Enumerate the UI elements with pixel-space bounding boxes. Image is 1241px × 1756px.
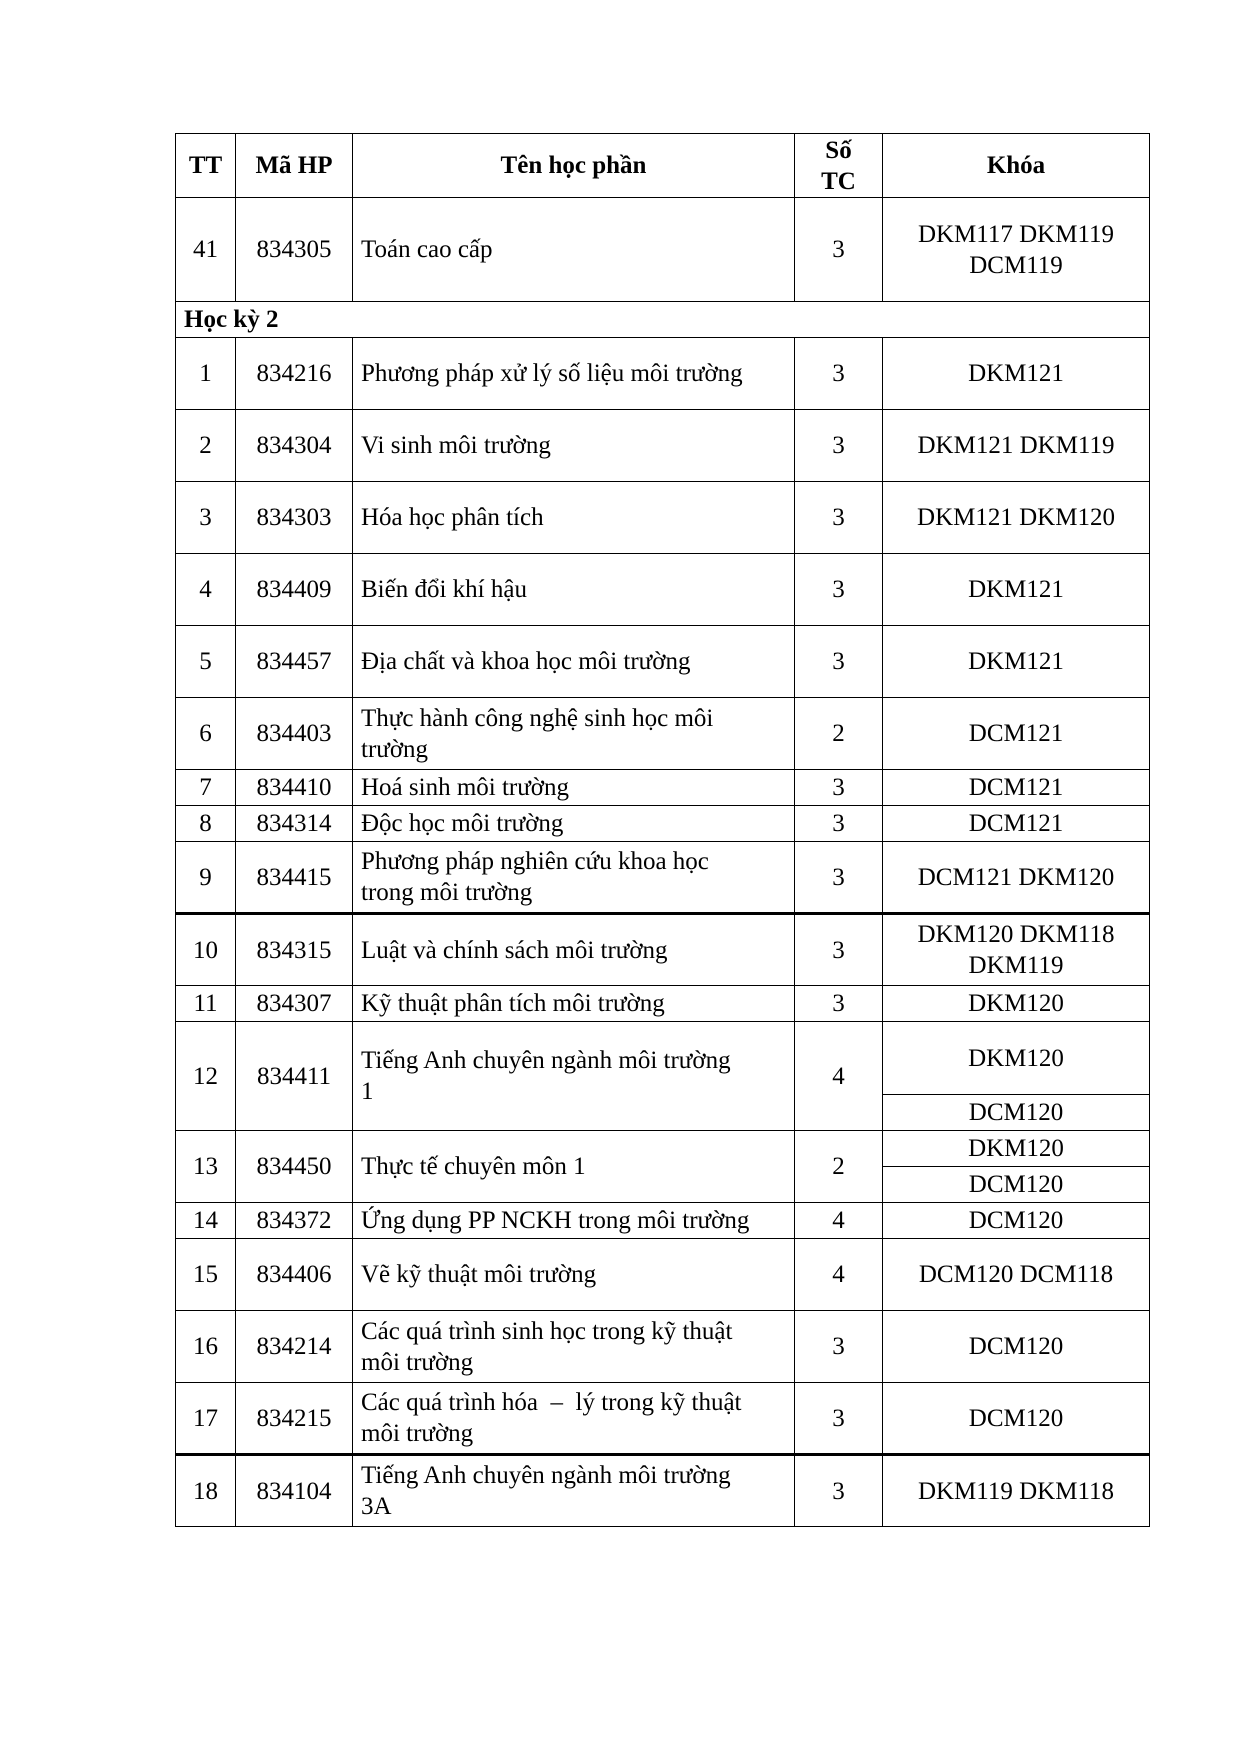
cell-cohort: DCM120 [883, 1383, 1150, 1455]
table-row [176, 1131, 1150, 1203]
table-row [176, 410, 1150, 482]
cell-name: Phương pháp xử lý số liệu môi trường [353, 338, 795, 410]
cell-credits: 4 [795, 1022, 883, 1131]
cell-tt: 8 [176, 806, 236, 842]
cell-code: 834457 [236, 626, 353, 698]
section-title: Học kỳ 2 [176, 302, 1150, 338]
name-line-1: Tiếng Anh chuyên ngành môi trường [361, 1462, 731, 1489]
header-credits-line1: Số [825, 136, 852, 164]
cell-name: Luật và chính sách môi trường [353, 914, 795, 986]
cell-credits: 3 [795, 626, 883, 698]
name-line-2: môi trường [361, 1420, 474, 1447]
cell-code: 834304 [236, 410, 353, 482]
cell-name: Thực tế chuyên môn 1 [353, 1131, 795, 1203]
cell-code: 834214 [236, 1311, 353, 1383]
header-tt: TT [176, 134, 236, 198]
table-row [176, 806, 1150, 842]
cohort-sub-b: DCM120 [883, 1166, 1149, 1202]
cell-cohort-split [883, 1131, 1150, 1203]
cell-tt: 41 [176, 198, 236, 302]
cell-cohort: DCM121 DKM120 [883, 842, 1150, 914]
cohort-sub-a: DKM120 [968, 1044, 1064, 1072]
cell-name: Ứng dụng PP NCKH trong môi trường [353, 1203, 795, 1239]
cell-code: 834450 [236, 1131, 353, 1203]
name-line-1: Tiếng Anh chuyên ngành môi trường [361, 1047, 731, 1074]
table-row [176, 1383, 1150, 1455]
cell-credits: 2 [795, 698, 883, 770]
header-credits-line2: TC [821, 167, 856, 195]
cell-credits: 3 [795, 806, 883, 842]
cell-tt: 16 [176, 1311, 236, 1383]
cell-credits: 4 [795, 1239, 883, 1311]
cell-tt: 5 [176, 626, 236, 698]
table-row [176, 1311, 1150, 1383]
header-cohort: Khóa [883, 134, 1150, 198]
cell-cohort [883, 914, 1150, 986]
table-row [176, 482, 1150, 554]
cell-tt: 17 [176, 1383, 236, 1455]
cell-code: 834314 [236, 806, 353, 842]
cell-cohort: DKM121 DKM119 [883, 410, 1150, 482]
cell-code: 834307 [236, 986, 353, 1022]
cell-name: Độc học môi trường [353, 806, 795, 842]
name-line-2: trong môi trường [361, 879, 533, 906]
rows-body [176, 338, 1150, 914]
cell-name: Địa chất và khoa học môi trường [353, 626, 795, 698]
table-row [176, 198, 1150, 302]
cell-tt: 10 [176, 914, 236, 986]
cell-credits: 2 [795, 1131, 883, 1203]
cell-code: 834303 [236, 482, 353, 554]
name-line-1: Phương pháp nghiên cứu khoa học [361, 848, 709, 875]
table-row [176, 626, 1150, 698]
cell-credits: 3 [795, 554, 883, 626]
header-code: Mã HP [236, 134, 353, 198]
cell-cohort: DCM121 [883, 806, 1150, 842]
name-line-2: môi trường [361, 1348, 474, 1376]
cell-name: Hoá sinh môi trường [353, 770, 795, 806]
cell-cohort: DKM121 [883, 626, 1150, 698]
table-row [176, 770, 1150, 806]
cell-credits: 3 [795, 338, 883, 410]
cell-credits: 3 [795, 1455, 883, 1527]
cell-code: 834216 [236, 338, 353, 410]
cell-tt: 15 [176, 1239, 236, 1311]
table-row [176, 842, 1150, 914]
name-line-1: Các quá trình sinh học trong kỹ thuật [361, 1317, 733, 1345]
cell-name [353, 1022, 795, 1131]
cell-code: 834305 [236, 198, 353, 302]
cell-cohort-split [883, 1022, 1150, 1131]
cell-code: 834415 [236, 842, 353, 914]
header-credits [795, 134, 883, 198]
cell-cohort: DKM120 [883, 986, 1150, 1022]
cell-code: 834411 [236, 1022, 353, 1131]
cell-tt: 11 [176, 986, 236, 1022]
cell-tt: 9 [176, 842, 236, 914]
cell-cohort: DKM121 [883, 338, 1150, 410]
cell-name [353, 1383, 795, 1455]
table-row [176, 1455, 1150, 1527]
cell-credits: 4 [795, 1203, 883, 1239]
cell-cohort: DKM119 DKM118 [883, 1455, 1150, 1527]
header-name: Tên học phần [353, 134, 795, 198]
cell-name: Vẽ kỹ thuật môi trường [353, 1239, 795, 1311]
cohort-sub-a: DKM120 [968, 1135, 1064, 1162]
name-line-1: Các quá trình hóa – lý trong kỹ thuật [361, 1389, 742, 1416]
section-row [176, 302, 1150, 338]
cell-tt: 3 [176, 482, 236, 554]
cell-name [353, 698, 795, 770]
cell-code: 834372 [236, 1203, 353, 1239]
table-row [176, 1022, 1150, 1131]
cell-code: 834406 [236, 1239, 353, 1311]
cell-name: Biến đổi khí hậu [353, 554, 795, 626]
name-line-2: trường [361, 735, 429, 763]
cell-tt: 4 [176, 554, 236, 626]
cell-code: 834410 [236, 770, 353, 806]
cell-cohort [883, 198, 1150, 302]
name-line-2: 3A [361, 1493, 392, 1520]
cell-credits: 3 [795, 1383, 883, 1455]
cell-code: 834315 [236, 914, 353, 986]
cohort-line-1: DKM120 DKM118 [917, 921, 1115, 948]
cohort-line-2: DCM119 [969, 251, 1063, 279]
cell-credits: 3 [795, 410, 883, 482]
cell-tt: 7 [176, 770, 236, 806]
cell-code: 834104 [236, 1455, 353, 1527]
cell-cohort: DKM121 [883, 554, 1150, 626]
table-row [176, 338, 1150, 410]
cell-tt: 14 [176, 1203, 236, 1239]
table-row [176, 986, 1150, 1022]
cell-credits: 3 [795, 1311, 883, 1383]
course-table [175, 133, 1150, 1527]
cell-tt: 6 [176, 698, 236, 770]
cell-code: 834215 [236, 1383, 353, 1455]
cell-cohort: DKM121 DKM120 [883, 482, 1150, 554]
table-row [176, 1203, 1150, 1239]
cell-cohort: DCM120 [883, 1311, 1150, 1383]
cell-credits: 3 [795, 914, 883, 986]
cell-tt: 2 [176, 410, 236, 482]
cohort-line-2: DKM119 [968, 952, 1064, 979]
cell-code: 834409 [236, 554, 353, 626]
cell-name [353, 1311, 795, 1383]
cell-name: Kỹ thuật phân tích môi trường [353, 986, 795, 1022]
cell-code: 834403 [236, 698, 353, 770]
table-row [176, 698, 1150, 770]
cell-credits: 3 [795, 770, 883, 806]
cell-cohort: DCM120 [883, 1203, 1150, 1239]
cell-tt: 1 [176, 338, 236, 410]
cell-name: Vi sinh môi trường [353, 410, 795, 482]
cell-cohort: DCM121 [883, 698, 1150, 770]
cell-name [353, 842, 795, 914]
cohort-line-1: DKM117 DKM119 [917, 220, 1115, 248]
cell-cohort: DCM120 DCM118 [883, 1239, 1150, 1311]
cell-tt: 13 [176, 1131, 236, 1203]
header-row [176, 134, 1150, 198]
table-row [176, 554, 1150, 626]
cell-credits: 3 [795, 198, 883, 302]
cell-name [353, 1455, 795, 1527]
cell-credits: 3 [795, 482, 883, 554]
cell-name: Hóa học phân tích [353, 482, 795, 554]
cell-tt: 12 [176, 1022, 236, 1131]
table-row [176, 1239, 1150, 1311]
cohort-sub-b: DCM120 [883, 1094, 1149, 1130]
table-row [176, 914, 1150, 986]
name-line-1: Thực hành công nghệ sinh học môi [361, 704, 714, 732]
cell-name: Toán cao cấp [353, 198, 795, 302]
cell-credits: 3 [795, 842, 883, 914]
cell-credits: 3 [795, 986, 883, 1022]
name-line-2: 1 [361, 1078, 374, 1105]
cell-cohort: DCM121 [883, 770, 1150, 806]
cell-tt: 18 [176, 1455, 236, 1527]
